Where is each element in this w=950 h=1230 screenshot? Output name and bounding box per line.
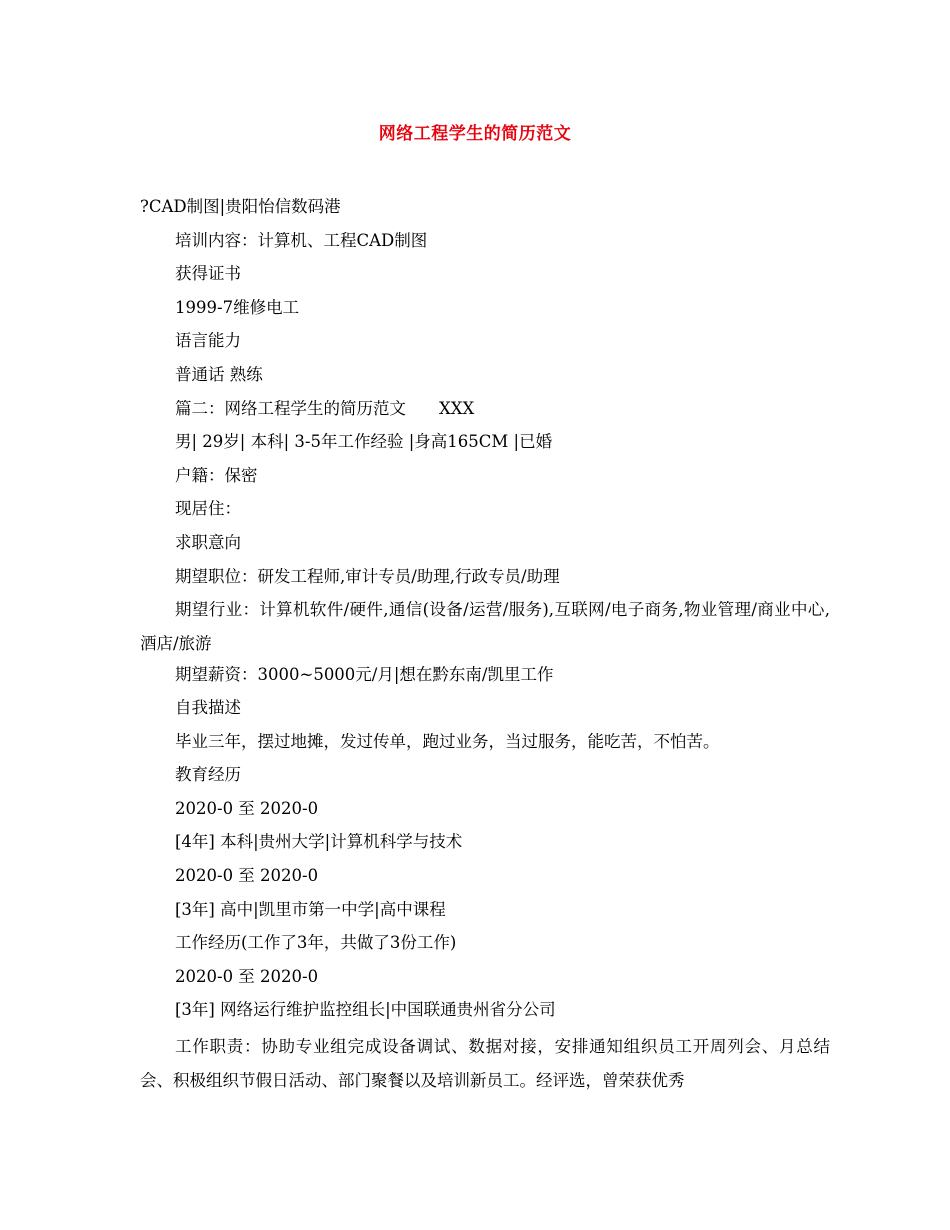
text-line-work-position: [3年] 网络运行维护监控组长|中国联通贵州省分公司 xyxy=(175,1000,556,1020)
text-line-profile: 男| 29岁| 本科| 3-5年工作经验 |身高165CM |已婚 xyxy=(175,432,553,452)
section-heading-certificates: 获得证书 xyxy=(175,264,241,284)
text-line-self-description: 毕业三年，摆过地摊，发过传单，跑过业务，当过服务，能吃苦，不怕苦。 xyxy=(175,731,720,751)
document-title: 网络工程学生的简历范文 xyxy=(378,124,572,144)
text-line-language: 普通话 熟练 xyxy=(175,364,263,384)
document-body xyxy=(140,193,830,1097)
text-line-education-1: [4年] 本科|贵州大学|计算机科学与技术 xyxy=(175,832,463,852)
section-heading-language: 语言能力 xyxy=(175,331,241,351)
section-heading-work-experience: 工作经历(工作了3年，共做了3份工作) xyxy=(175,933,457,953)
text-line-certificate: 1999-7维修电工 xyxy=(175,297,300,317)
text-line-work-date: 2020-0 至 2020-0 xyxy=(175,966,319,986)
section-heading-job-intention: 求职意向 xyxy=(175,532,241,552)
text-line-expected-salary: 期望薪资：3000~5000元/月|想在黔东南/凯里工作 xyxy=(175,664,554,684)
text-line-training-content: 培训内容：计算机、工程CAD制图 xyxy=(175,230,428,250)
text-line-education-date-1: 2020-0 至 2020-0 xyxy=(175,798,319,818)
text-line-household: 户籍：保密 xyxy=(175,465,258,485)
section-heading-self-description: 自我描述 xyxy=(175,698,241,718)
section-heading-education: 教育经历 xyxy=(175,765,241,785)
text-line-residence: 现居住： xyxy=(175,499,241,519)
text-line-education-date-2: 2020-0 至 2020-0 xyxy=(175,866,319,886)
text-line-expected-industry: 期望行业：计算机软件/硬件,通信(设备/运营/服务),互联网/电子商务,物业管理/商业中心,酒店/旅游 xyxy=(140,600,830,653)
text-line-education-2: [3年] 高中|凯里市第一中学|高中课程 xyxy=(175,899,446,919)
text-line-work-duties: 工作职责：协助专业组完成设备调试、数据对接，安排通知组织员工开周列会、月总结会、积极组织节假日活动、部门聚餐以及培训新员工。经评选，曾荣获优秀 xyxy=(140,1037,830,1090)
text-line-cad: ?CAD制图|贵阳怡信数码港 xyxy=(140,197,341,216)
text-line-expected-position: 期望职位：研发工程师,审计专员/助理,行政专员/助理 xyxy=(175,566,560,586)
text-line-part-two: 篇二：网络工程学生的简历范文 XXX xyxy=(175,398,475,418)
